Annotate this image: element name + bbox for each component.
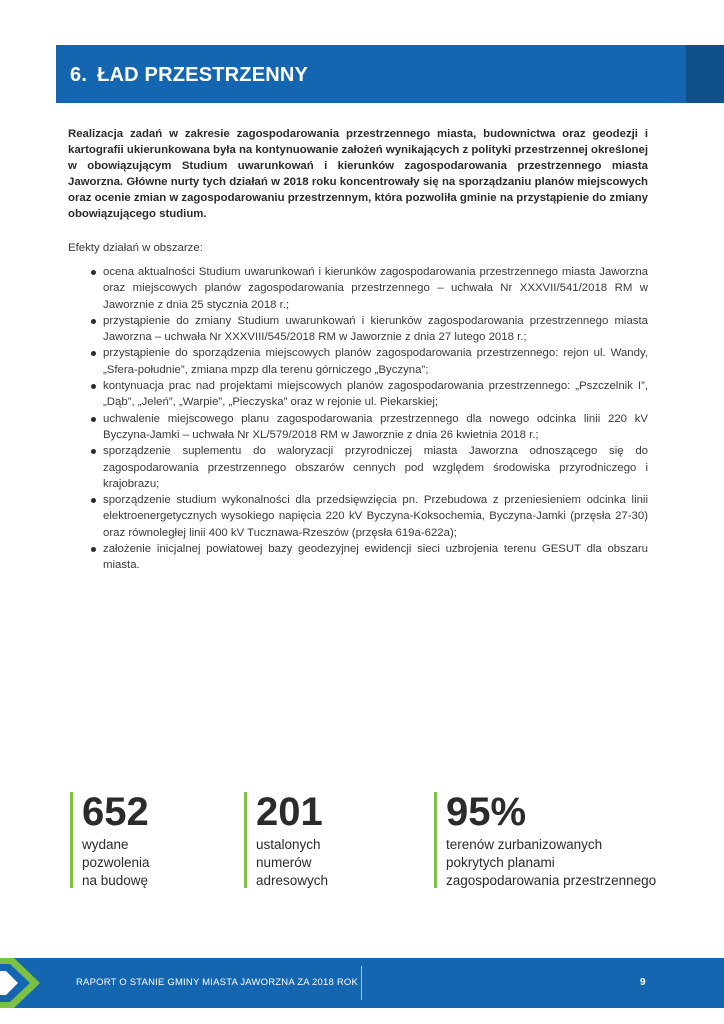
page-number: 9 <box>640 977 646 988</box>
section-number: 6. <box>70 64 88 86</box>
footer-report-title: RAPORT O STANIE GMINY MIASTA JAWORZNA ZA 2018 ROK <box>76 977 359 988</box>
list-item <box>70 411 648 444</box>
header-tab-accent <box>686 45 724 103</box>
stat-value: 95% <box>446 790 527 834</box>
stat-desc-line: wydane <box>82 837 129 852</box>
stat-building-permits <box>70 792 222 888</box>
list-item-text: sporządzenie suplementu do waloryzacji przyrodniczej miasta Jaworzna odnoszącego się do zagospodarowania przestrzennego obszarów cennych pod względem środowiska przyrodniczego i krajobrazu; <box>103 445 648 490</box>
list-item <box>70 264 648 313</box>
stat-desc-line: ustalonych <box>256 837 321 852</box>
stat-description <box>446 836 676 890</box>
stat-planned-areas <box>434 792 676 888</box>
effects-label: Efekty działań w obszarze: <box>68 242 203 254</box>
stat-desc-line: numerów <box>256 855 312 870</box>
list-item <box>70 345 648 378</box>
bullet-icon <box>91 319 96 324</box>
bullet-icon <box>91 270 96 275</box>
stat-desc-line: na budowę <box>82 873 149 888</box>
bullet-icon <box>91 417 96 422</box>
stat-desc-line: terenów zurbanizowanych <box>446 837 603 852</box>
list-item <box>70 443 648 492</box>
footer-divider <box>361 966 362 1000</box>
section-title <box>70 45 308 103</box>
list-item <box>70 378 648 411</box>
list-item-text: kontynuacja prac nad projektami miejscowych planów zagospodarowania przestrzennego: „Pszczelnik I”, „Dąb”, „Jeleń”, „Warpie”, „Pieczyska” oraz w rejonie ul. Piekarskiej; <box>103 380 648 409</box>
chevron-right-icon <box>0 958 60 1008</box>
list-item <box>70 492 648 541</box>
stat-desc-line: zagospodarowania przestrzennego <box>446 873 657 888</box>
list-item-text: uchwalenie miejscowego planu zagospodarowania przestrzennego dla nowego odcinka linii 220 kV Byczyna-Jamki – uchwała Nr XL/579/2018 RM w Jaworznie z dnia 26 kwietnia 2018 r.; <box>103 412 648 441</box>
stat-description <box>82 836 222 890</box>
list-item <box>70 313 648 346</box>
list-item <box>70 541 648 574</box>
stat-address-numbers <box>244 792 406 888</box>
list-item-text: przystąpienie do sporządzenia miejscowych planów zagospodarowania przestrzennego: rejon ul. Wandy, „Sfera-południe”, zmiana mpzp dla terenu górniczego „Byczyna”; <box>103 347 648 376</box>
list-item-text: sporządzenie studium wykonalności dla przedsięwzięcia pn. Przebudowa z przeniesieniem odcinka linii elektroenergetycznych wysokiego napięcia 220 kV Byczyna-Koksochemia, Byczyna-Jamki (przęsła 27-30) oraz równoległej linii 400 kV Tucznawa-Rzeszów (przęsła 619a-622a); <box>103 494 648 539</box>
section-title-text: ŁAD PRZESTRZENNY <box>97 64 309 86</box>
stat-desc-line: adresowych <box>256 873 329 888</box>
stat-desc-line: pokrytych planami <box>446 855 555 870</box>
lead-paragraph: Realizacja zadań w zakresie zagospodarowania przestrzennego miasta, budownictwa oraz geodezji i kartografii ukierunkowana była na kontynuowanie założeń wynikających z polityki przestrzennej określonej w obowiązującym Studium uwarunkowań i kierunków zagospodarowania przestrzennego miasta Jaworzna. Główne nurty tych działań w 2018 roku koncentrowały się na sporządzaniu planów miejscowych oraz ocenie zmian w zagospodarowaniu przestrzennym, która pozwoliła gminie na przystąpienie do zmiany obowiązującego studium. <box>68 128 648 220</box>
stat-value: 201 <box>256 790 323 834</box>
stat-description <box>256 836 406 890</box>
list-item-text: założenie inicjalnej powiatowej bazy geodezyjnej ewidencji sieci uzbrojenia terenu GESUT dla obszaru miasta. <box>103 543 648 572</box>
stat-desc-line: pozwolenia <box>82 855 150 870</box>
list-item-text: ocena aktualności Studium uwarunkowań i kierunków zagospodarowania przestrzennego miasta Jaworzna oraz miejscowych planów zagospodarowania przestrzennego – uchwała Nr XXXVII/541/2018 RM w Jaworznie z dnia 25 stycznia 2018 r.; <box>103 266 648 311</box>
list-item-text: przystąpienie do zmiany Studium uwarunkowań i kierunków zagospodarowania przestrzennego miasta Jaworzna – uchwała Nr XXXVIII/545/2018 RM w Jaworznie z dnia 27 lutego 2018 r.; <box>103 314 648 344</box>
stat-value: 652 <box>82 790 149 834</box>
effects-list <box>68 264 648 574</box>
